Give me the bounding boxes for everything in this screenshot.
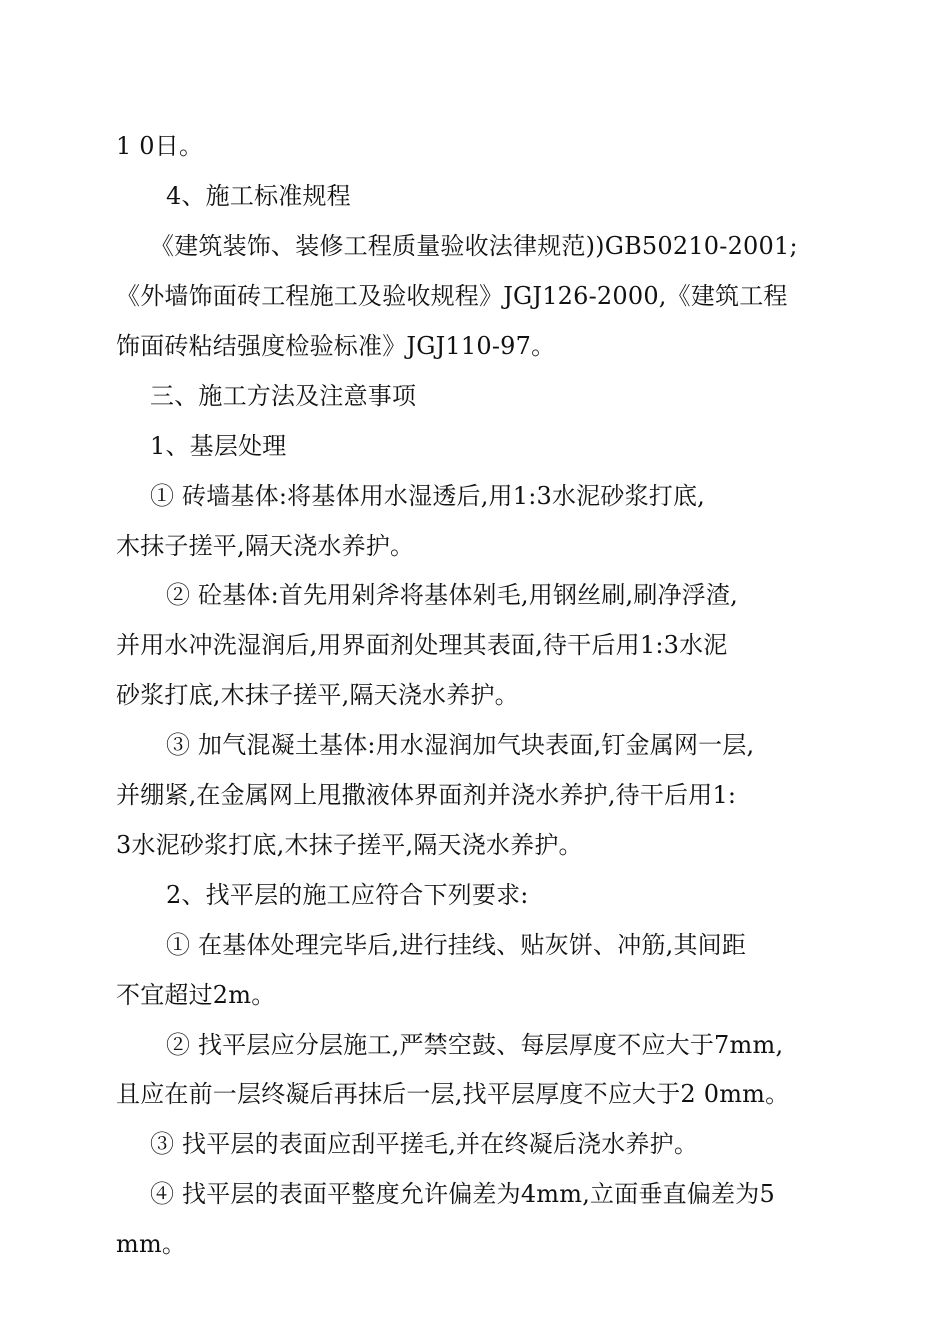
text-line: mm。 <box>116 1230 187 1258</box>
text-line: 3水泥砂浆打底,木抹子搓平,隔天浇水养护。 <box>116 831 583 859</box>
text-line: 《建筑装饰、装修工程质量验收法律规范))GB50210-2001; <box>150 232 798 260</box>
text-line: ③ 加气混凝土基体:用水湿润加气块表面,钉金属网一层, <box>166 731 755 759</box>
text-line: ④ 找平层的表面平整度允许偏差为4mm,立面垂直偏差为5 <box>150 1180 775 1208</box>
text-line: 并绷紧,在金属网上甩撒液体界面剂并浇水养护,待干后用1: <box>116 781 737 809</box>
text-line: 木抹子搓平,隔天浇水养护。 <box>116 532 415 560</box>
subsection-heading-leveling: 2、找平层的施工应符合下列要求: <box>166 881 529 909</box>
text-line: 且应在前一层终凝后再抹后一层,找平层厚度不应大于2 0mm。 <box>116 1080 790 1108</box>
text-line: 饰面砖粘结强度检验标准》JGJ110-97。 <box>116 332 556 360</box>
text-line: 1 0日。 <box>116 132 204 160</box>
section-heading-standards: 4、施工标准规程 <box>166 182 351 210</box>
text-line: ③ 找平层的表面应刮平搓毛,并在终凝后浇水养护。 <box>150 1130 699 1158</box>
text-line: ① 砖墙基体:将基体用水湿透后,用1:3水泥砂浆打底, <box>150 482 705 510</box>
text-line: 《外墙饰面砖工程施工及验收规程》JGJ126-2000,《建筑工程 <box>116 282 788 310</box>
text-line: ② 找平层应分层施工,严禁空鼓、每层厚度不应大于7mm, <box>166 1031 784 1059</box>
text-line: 并用水冲洗湿润后,用界面剂处理其表面,待干后用1:3水泥 <box>116 631 728 659</box>
text-line: ① 在基体处理完毕后,进行挂线、贴灰饼、冲筋,其间距 <box>166 931 747 959</box>
section-heading-methods: 三、施工方法及注意事项 <box>150 382 417 410</box>
text-line: 砂浆打底,木抹子搓平,隔天浇水养护。 <box>116 681 519 709</box>
text-line: ② 砼基体:首先用剁斧将基体剁毛,用钢丝刷,刷净浮渣, <box>166 581 738 609</box>
subsection-heading-base: 1、基层处理 <box>150 432 287 460</box>
text-line: 不宜超过2m。 <box>116 981 276 1009</box>
